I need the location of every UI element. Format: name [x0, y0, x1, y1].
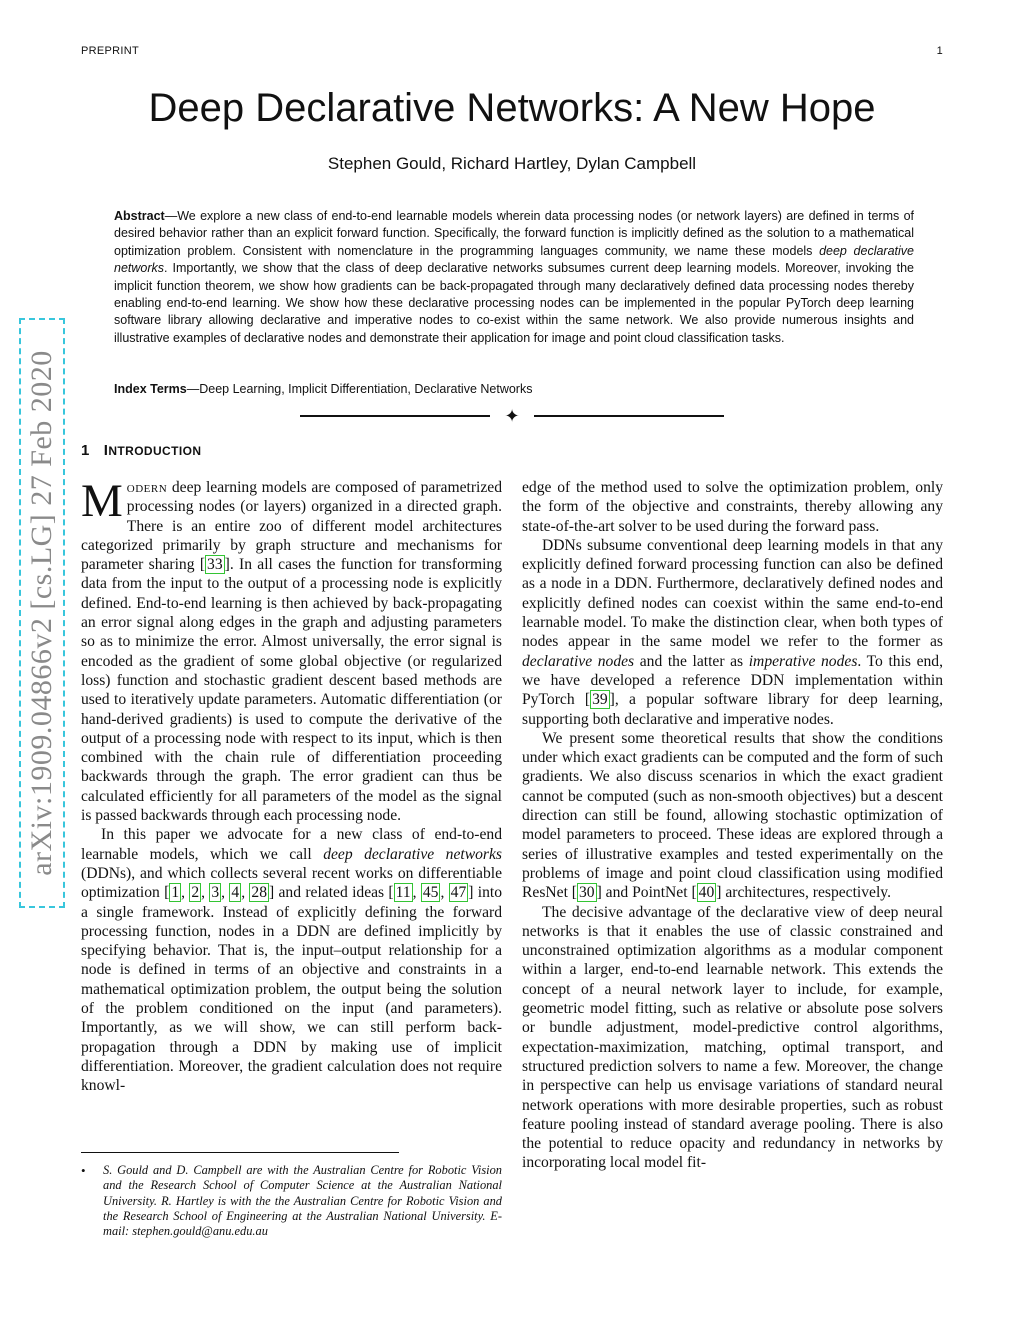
drop-cap: M — [81, 475, 123, 527]
citation-link[interactable]: 30 — [579, 884, 595, 902]
running-header — [81, 45, 943, 61]
citation-link[interactable]: 4 — [231, 884, 240, 902]
index-terms-label: Index Terms — [114, 382, 187, 396]
paragraph: We present some theoretical results that show the conditions under which exact gradients can be computed and the form of such gradients. We also discuss scenarios in which the exact gradient cannot be computed (such as non-smooth objectives) but a descent direction can still be found, allowing stochastic optimization of model parameters to proceed. These ideas are explored through a series of illustrative examples and tested experimentally on the problems of image and point cloud classification using modified ResNet [ 30 ] and PointNet [ 40 ] architectures, respectively. — [522, 729, 943, 902]
author-list: Stephen Gould, Richard Hartley, Dylan Campbell — [327, 154, 697, 173]
footnote-text: S. Gould and D. Campbell are with the Australian Centre for Robotic Vision and the Research School of Computer Science at the Australian National University. R. Hartley is with the the Australian Centre for Robotic Vision and the Research School of Engineering at the Australian National University. E-mail: stephen.gould@anu.edu.au — [103, 1163, 502, 1239]
citation-link[interactable]: 39 — [592, 691, 608, 709]
bullet-icon: • — [81, 1163, 86, 1178]
citation-link[interactable]: 11 — [395, 884, 411, 902]
left-column — [81, 475, 503, 1096]
citation-link[interactable]: 3 — [211, 884, 220, 902]
paragraph: Modern deep learning models are composed of parametrized processing nodes (or layers) organized in a directed graph. There is an entire zoo of different model architectures categorized primarily by graph structure and mechanisms for parameter sharing [ 33 ]. In all cases the function for transforming data from the input to the output of a processing node is explicitly defined. End-to-end learning is then achieved by back-propagating an error signal along edges in the graph and adjusting parameters so as to minimize the error. Almost universally, the error signal is encoded as the gradient of some global objective (or regularized loss) function and stochastic gradient descent based methods are used to iteratively update parameters. Automatic differentiation (or hand-derived gradients) is used to compute the derivative of the output of a processing node with respect to its input, which is then combined with the chain rule of differentiation proceeding backwards through the graph. The error gradient can thus be calculated efficiently for all parameters of the model as the signal is passed backwards through each processing node. — [81, 475, 503, 825]
paragraph: DDNs subsume conventional deep learning models in that any explicitly defined forward processing function can also be defined as a node in a DDN. Furthermore, declaratively defined nodes and explicitly defined nodes can coexist within the same end-to-end learnable model. To make the distinction clear, when both types of nodes appear in the same model we refer to the former as declarative nodes and the latter as imperative nodes. To this end, we have developed a reference DDN implementation within PyTorch [ 39 ], a popular software library for deep learning, supporting both declarative and imperative nodes. — [522, 536, 943, 728]
paper-title: Deep Declarative Networks: A New Hope — [148, 86, 876, 130]
citation-link[interactable]: 1 — [171, 884, 180, 902]
citation-link[interactable]: 40 — [698, 884, 715, 902]
section-heading: 1 INTRODUCTION — [81, 442, 202, 459]
page-number: 1 — [936, 45, 943, 57]
footnote-rule — [81, 1152, 399, 1153]
section-number: 1 — [81, 442, 90, 459]
divider-star-icon: ✦ — [504, 406, 520, 426]
divider-rule-left — [300, 415, 490, 417]
citation-link[interactable]: 28 — [251, 884, 267, 902]
abstract: Abstract—We explore a new class of end-to-end learnable models wherein data processing nodes (or network layers) are defined in terms of desired behavior rather than an explicit forward function. Specifically, the forward function is implicitly defined as the solution to a mathematical optimization problem. Consistent with nomenclature in the programming languages community, we name these models deep declarative networks. Importantly, we show that the class of deep declarative networks subsumes current deep learning models. Moreover, invoking the implicit function theorem, we show how gradients can be back-propagated through many declaratively defined data processing nodes thereby enabling end-to-end learning. We show how these declarative processing nodes can be implemented in the popular PyTorch deep learning software library allowing declarative and imperative nodes to co-exist within the same network. We also provide numerous insights and illustrative examples of declarative nodes and demonstrate their application for image and point cloud classification tasks. — [114, 209, 914, 345]
index-terms: Index Terms—Deep Learning, Implicit Differentiation, Declarative Networks — [114, 382, 533, 396]
citation-link[interactable]: 33 — [207, 556, 223, 574]
running-header-label: PREPRINT — [81, 45, 140, 57]
paragraph: In this paper we advocate for a new class of end-to-end learnable models, which we call deep declarative networks (DDNs), and which collects several recent works on differentiable optimization [ 1 , 2 , 3 , 4 , 28 ] and related ideas [ 11 , 45 , 47 ] into a single framework. Instead of explicitly defining the forward processing function, nodes in a DDN are defined implicitly by specifying behavior. That is, the input–output relationship for a node is defined in terms of an objective and constraints in a mathematical optimization problem, the output being the solution of the problem conditioned on the input (and parameters). Importantly, as we will show, we can still perform back-propagation through a DDN by making use of implicit differentiation. Moreover, the gradient calculation does not require knowl- — [81, 826, 503, 1095]
citation-link[interactable]: 2 — [191, 884, 200, 902]
abstract-label: Abstract — [114, 209, 165, 223]
citation-link[interactable]: 45 — [422, 884, 439, 902]
divider-rule-right — [534, 415, 724, 417]
paragraph: The decisive advantage of the declarative view of deep neural networks is that it enables the use of classic constrained and unconstrained optimization algorithms as a modular component within a larger, end-to-end learnable network. This extends the concept of a neural network layer to include, for example, geometric model fitting, such as relative or absolute pose solvers or bundle adjustment, model-predictive control algorithms, expectation-maximization, matching, optimal transport, and structured prediction solvers to name a few. Moreover, the change in perspective can help us envisage variations of standard neural network operations with more desirable properties, such as robust feature pooling instead of standard average pooling. There is also the potential to reduce opacity and redundancy in networks by incorporating local model fit- — [522, 903, 943, 1172]
citation-link[interactable]: 47 — [450, 884, 467, 902]
paragraph: edge of the method used to solve the optimization problem, only the form of the objective and constraints, thereby allowing any state-of-the-art solver to be used during the forward pass. — [522, 479, 943, 535]
footnote — [81, 1163, 502, 1239]
section-divider — [300, 406, 724, 426]
right-column — [522, 478, 943, 1173]
arxiv-identifier[interactable]: arXiv:1909.04866v2 [cs.LG] 27 Feb 2020 — [25, 350, 58, 876]
